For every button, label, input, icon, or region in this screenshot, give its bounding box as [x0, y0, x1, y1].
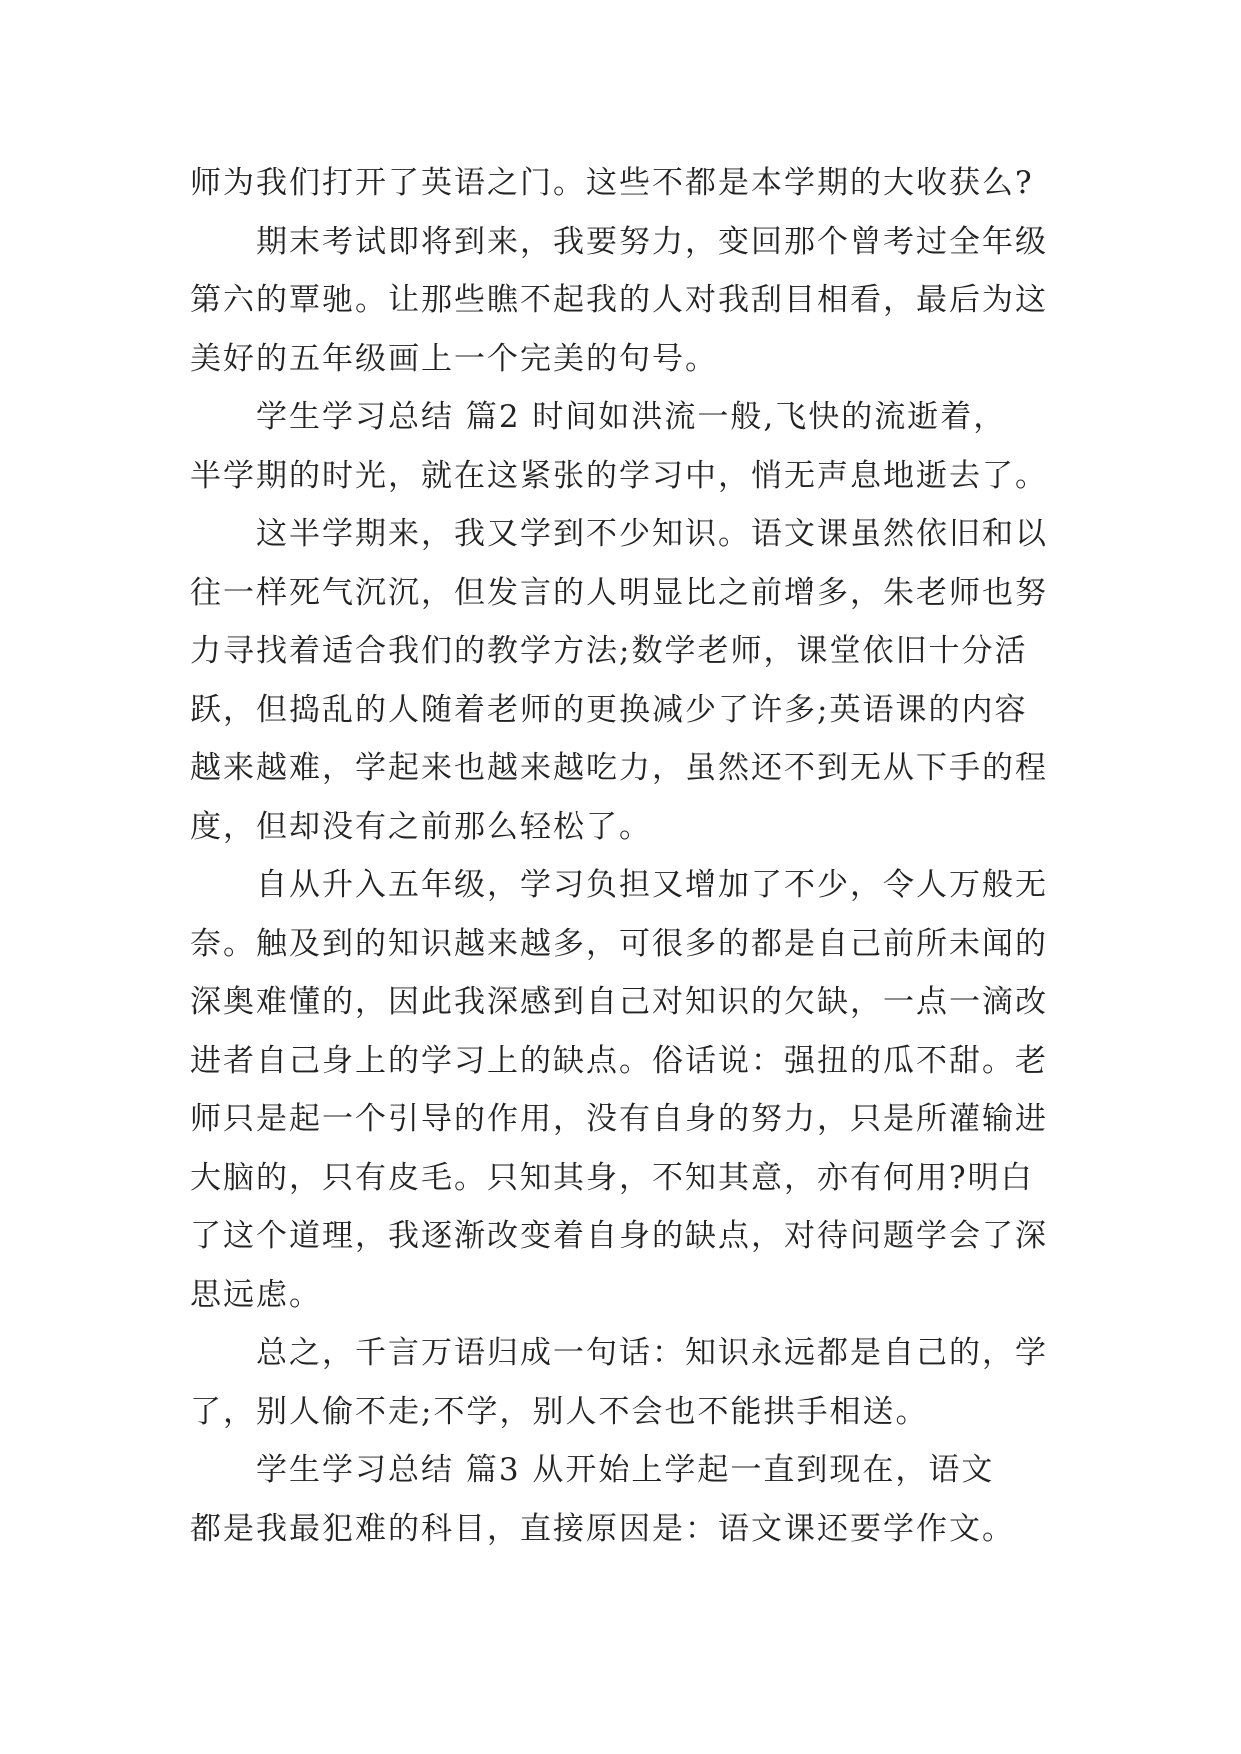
text-line: 了这个道理，我逐渐改变着自身的缺点，对待问题学会了深	[190, 1218, 1048, 1254]
text-line: 第六的覃驰。让那些瞧不起我的人对我刮目相看，最后为这	[190, 282, 1048, 318]
text-line: 都是我最犯难的科目，直接原因是：语文课还要学作文。	[190, 1510, 1015, 1547]
text-line: 度，但却没有之前那么轻松了。	[190, 808, 652, 845]
body-text	[190, 154, 1070, 1558]
text-line: 深奥难懂的，因此我深感到自己对知识的欠缺，一点一滴改	[190, 984, 1048, 1020]
text-line: 跃，但捣乱的人随着老师的更换减少了许多;英语课的内容	[190, 691, 1028, 728]
section-heading-line: 学生学习总结 篇2 时间如洪流一般,飞快的流逝着，	[256, 399, 1007, 435]
text-line: 总之，千言万语归成一句话：知识永远都是自己的，学	[256, 1335, 1048, 1371]
text-line: 大脑的，只有皮毛。只知其身，不知其意，亦有何用?明白	[190, 1159, 1034, 1196]
text-line: 力寻找着适合我们的教学方法;数学老师，课堂依旧十分活	[190, 633, 1028, 669]
text-line: 美好的五年级画上一个完美的句号。	[190, 340, 718, 377]
text-line: 半学期的时光，就在这紧张的学习中，悄无声息地逝去了。	[190, 457, 1048, 494]
text-line: 越来越难，学起来也越来越吃力，虽然还不到无从下手的程	[190, 750, 1048, 786]
text-line: 期末考试即将到来，我要努力，变回那个曾考过全年级	[256, 223, 1048, 260]
section-heading-line: 学生学习总结 篇3 从开始上学起一直到现在，语文	[256, 1452, 995, 1488]
text-line: 进者自己身上的学习上的缺点。俗话说：强扭的瓜不甜。老	[190, 1042, 1048, 1079]
text-line: 思远虑。	[190, 1276, 322, 1313]
text-line: 师为我们打开了英语之门。这些不都是本学期的大收获么?	[190, 165, 1034, 201]
text-line: 了，别人偷不走;不学，别人不会也不能拱手相送。	[190, 1393, 929, 1430]
text-line: 这半学期来，我又学到不少知识。语文课虽然依旧和以	[256, 516, 1048, 552]
text-line: 自从升入五年级，学习负担又增加了不少，令人万般无	[256, 867, 1048, 903]
text-line: 往一样死气沉沉，但发言的人明显比之前增多，朱老师也努	[190, 574, 1048, 611]
text-line: 奈。触及到的知识越来越多，可很多的都是自己前所未闻的	[190, 925, 1048, 962]
text-line: 师只是起一个引导的作用，没有自身的努力，只是所灌输进	[190, 1101, 1048, 1137]
